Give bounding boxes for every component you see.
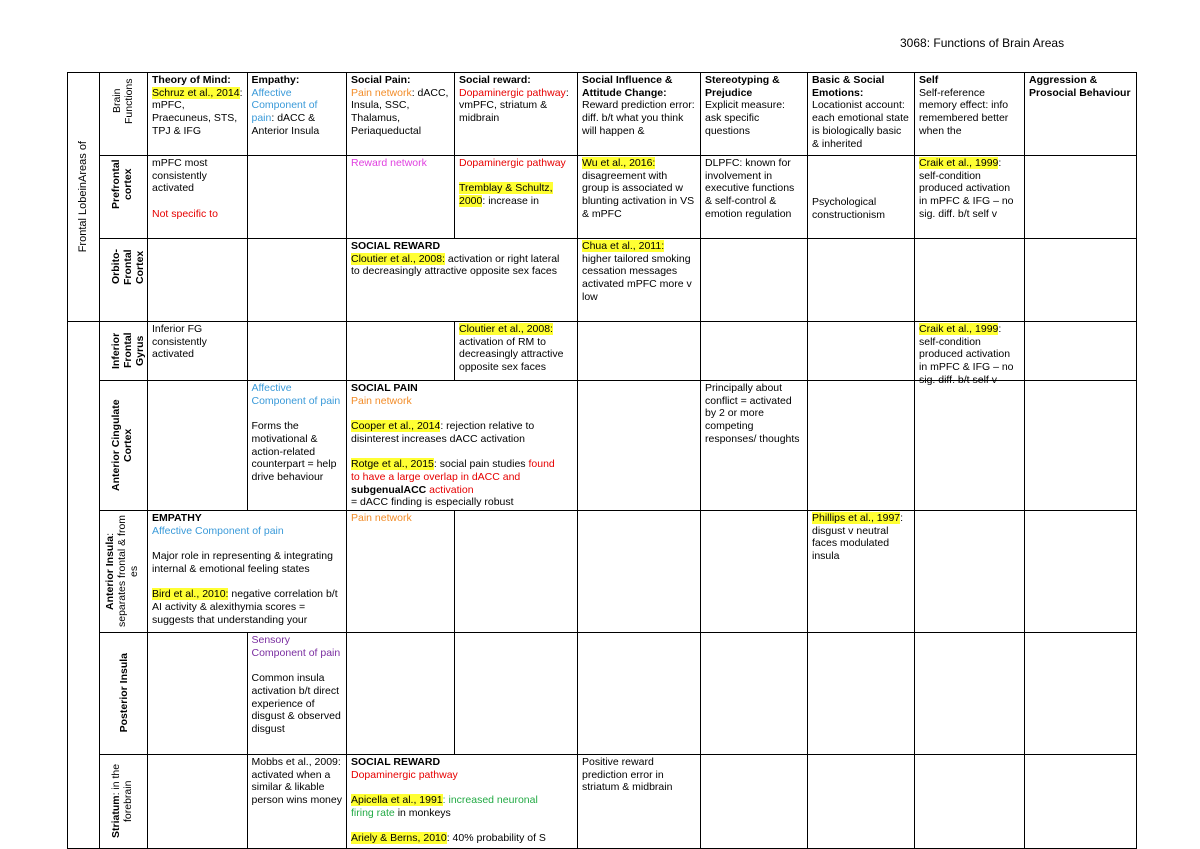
header-social-influence: Social Influence & Attitude Change: Reward prediction error: diff. b/t what you think will happen & — [578, 73, 701, 156]
posterior-insula-emotions — [808, 633, 915, 755]
page-title: 3068: Functions of Brain Areas — [900, 36, 1065, 50]
header-stereotyping: Stereotyping & Prejudice Explicit measure: ask specific questions — [701, 73, 808, 156]
inferior-aggression — [1025, 322, 1137, 381]
prefrontal-social-pain: Reward network — [347, 156, 455, 239]
orbito-tom — [148, 239, 248, 322]
corner-label: Brain Functions — [110, 78, 135, 124]
row-label-acc: Anterior Cingulate Cortex — [100, 381, 148, 511]
orbito-stereotyping — [701, 239, 808, 322]
row-label-anterior-insula: Anterior Insula: separates frontal & from es — [100, 511, 148, 633]
prefrontal-influence: Wu et al., 2016: disagreement with group is associated w blunting activation in VS & mPFC — [578, 156, 701, 239]
prefrontal-social-reward: Dopaminergic pathway Tremblay & Schultz, 2000: increase in — [455, 156, 578, 239]
prefrontal-self: Craik et al., 1999: self-condition produced activation in mPFC & IFG – no sig. diff. b/t self v — [915, 156, 1025, 239]
acc-social-pain: SOCIAL PAIN Pain network Cooper et al., 2014: rejection relative to disinterest increases dACC activation Rotge et al., 2015: social pain studies found to have a large overlap in dACC and subgenualACC activation = dACC finding is especially robust — [347, 381, 578, 511]
striatum-social-reward: SOCIAL REWARD Dopaminergic pathway Apicella et al., 1991: increased neuronal firing rate in monkeys Ariely & Berns, 2010: 40% probability of S — [347, 755, 578, 849]
header-social-pain: Social Pain: Pain network: dACC, Insula, SSC, Thalamus, Periaqueductal — [347, 73, 455, 156]
posterior-insula-stereotyping — [701, 633, 808, 755]
brain-areas-table — [67, 72, 1137, 849]
striatum-self — [915, 755, 1025, 849]
orbito-self — [915, 239, 1025, 322]
orbito-emotions — [808, 239, 915, 322]
anterior-insula-influence — [578, 511, 701, 633]
anterior-insula-empathy: EMPATHY Affective Component of pain Major role in representing & integrating internal & emotional feeling states Bird et al., 2010: negative correlation b/t AI activity & alexithymia scores = suggests that understanding your — [148, 511, 347, 633]
header-theory-of-mind: Theory of Mind: Schruz et al., 2014: mPFC, Praecuneus, STS, TPJ & IFG — [148, 73, 248, 156]
row-posterior-insula — [68, 633, 1137, 755]
header-empathy: Empathy: Affective Component of pain: dACC & Anterior Insula — [247, 73, 347, 156]
prefrontal-tom: mPFC most consistently activated Not specific to — [148, 156, 248, 239]
header-row — [68, 73, 1137, 156]
acc-self — [915, 381, 1025, 511]
orbito-empathy — [247, 239, 347, 322]
inferior-social-pain — [347, 322, 455, 381]
acc-emotions — [808, 381, 915, 511]
anterior-insula-emotions: Phillips et al., 1997: disgust v neutral faces modulated insula — [808, 511, 915, 633]
inferior-empathy — [247, 322, 347, 381]
row-prefrontal — [68, 156, 1137, 239]
header-basic-social-emotions: Basic & Social Emotions: Locationist account: each emotional state is biologically basic & inherited — [808, 73, 915, 156]
anterior-insula-stereotyping — [701, 511, 808, 633]
striatum-tom — [148, 755, 248, 849]
anterior-insula-self — [915, 511, 1025, 633]
striatum-aggression — [1025, 755, 1137, 849]
sidebar-cell-lower — [68, 322, 100, 849]
striatum-stereotyping — [701, 755, 808, 849]
row-acc — [68, 381, 1137, 511]
row-label-orbito: Orbito-Frontal Cortex — [100, 239, 148, 322]
orbito-social-pain-reward: SOCIAL REWARD Cloutier et al., 2008: activation or right lateral to decreasingly attractive opposite sex faces — [347, 239, 578, 322]
posterior-insula-tom — [148, 633, 248, 755]
row-label-prefrontal: Prefrontal cortex — [100, 156, 148, 239]
sidebar-label: Frontal LobeinAreas of — [77, 141, 89, 253]
inferior-tom: Inferior FG consistently activated — [148, 322, 248, 381]
acc-empathy: Affective Component of pain Forms the motivational & action-related counterpart = help drive behaviour — [247, 381, 347, 511]
header-aggression: Aggression & Prosocial Behaviour — [1025, 73, 1137, 156]
orbito-influence: Chua et al., 2011: higher tailored smoking cessation messages activated mPFC more v low — [578, 239, 701, 322]
row-anterior-insula — [68, 511, 1137, 633]
orbito-aggression — [1025, 239, 1137, 322]
posterior-insula-influence — [578, 633, 701, 755]
inferior-self: Craik et al., 1999: self-condition produced activation in mPFC & IFG – no sig. diff. b/t self v — [915, 322, 1025, 381]
anterior-insula-aggression — [1025, 511, 1137, 633]
inferior-influence — [578, 322, 701, 381]
row-label-posterior-insula: Posterior Insula — [100, 633, 148, 755]
striatum-influence: Positive reward prediction error in striatum & midbrain — [578, 755, 701, 849]
row-inferior — [68, 322, 1137, 381]
anterior-insula-social-pain: Pain network — [347, 511, 455, 633]
posterior-insula-aggression — [1025, 633, 1137, 755]
posterior-insula-social-pain — [347, 633, 455, 755]
striatum-empathy: Mobbs et al., 2009: activated when a similar & likable person wins money — [247, 755, 347, 849]
posterior-insula-self — [915, 633, 1025, 755]
inferior-social-reward: Cloutier et al., 2008: activation of RM to decreasingly attractive opposite sex faces — [455, 322, 578, 381]
prefrontal-aggression — [1025, 156, 1137, 239]
acc-influence — [578, 381, 701, 511]
acc-aggression — [1025, 381, 1137, 511]
prefrontal-empathy — [247, 156, 347, 239]
posterior-insula-empathy: Sensory Component of pain Common insula activation b/t direct experience of disgust & observed disgust — [247, 633, 347, 755]
sidebar-cell — [68, 73, 100, 322]
corner-cell — [100, 73, 148, 156]
row-label-inferior: Inferior Frontal Gyrus — [100, 322, 148, 381]
header-self: Self Self-reference memory effect: info remembered better when the — [915, 73, 1025, 156]
prefrontal-stereotyping: DLPFC: known for involvement in executive functions & self-control & emotion regulation — [701, 156, 808, 239]
acc-stereotyping: Principally about conflict = activated by 2 or more competing responses/ thoughts — [701, 381, 808, 511]
prefrontal-emotions: Psychological constructionism — [808, 156, 915, 239]
inferior-stereotyping — [701, 322, 808, 381]
posterior-insula-social-reward — [455, 633, 578, 755]
inferior-emotions — [808, 322, 915, 381]
row-label-striatum: Striatum: in the forebrain — [100, 755, 148, 849]
header-social-reward: Social reward: Dopaminergic pathway: vmPFC, striatum & midbrain — [455, 73, 578, 156]
acc-tom — [148, 381, 248, 511]
row-striatum — [68, 755, 1137, 849]
row-orbito — [68, 239, 1137, 322]
striatum-emotions — [808, 755, 915, 849]
anterior-insula-social-reward — [455, 511, 578, 633]
